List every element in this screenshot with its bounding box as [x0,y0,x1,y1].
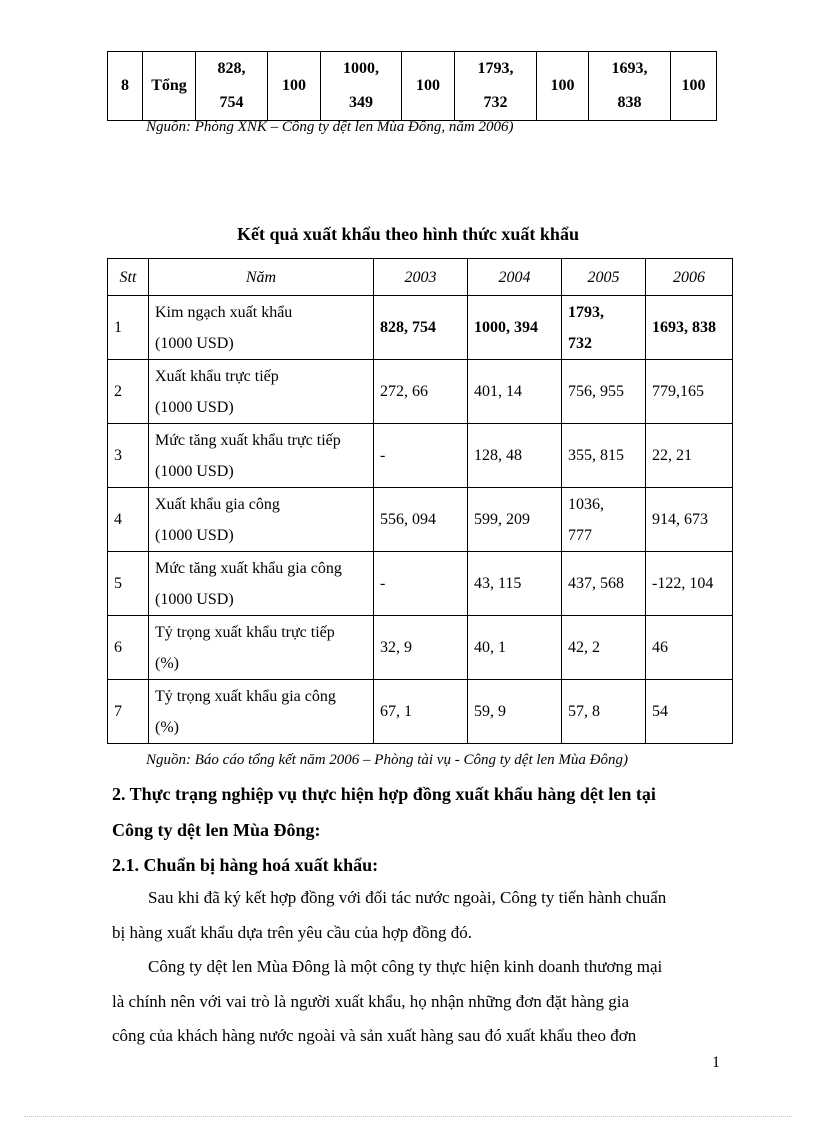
paragraph-line: Công ty dệt len Mùa Đông là một công ty thực hiện kinh doanh thương mại [148,957,663,976]
header-stt: Stt [108,259,149,296]
table-cell-stt: 8 [108,52,143,121]
cell-2004: 401, 14 [468,360,562,424]
cell-2004: 59, 9 [468,680,562,744]
table-cell: 1000, 349 [321,52,402,121]
cell-2006: 914, 673 [646,488,733,552]
cell-2005: 355, 815 [562,424,646,488]
table-cell: 100 [671,52,717,121]
paragraph-line: Sau khi đã ký kết hợp đồng với đối tác nước ngoài, Công ty tiến hành chuẩn [148,888,667,907]
source-note: Nguồn: Báo cáo tổng kết năm 2006 – Phòng tài vụ - Công ty dệt len Mùa Đông) [146,752,629,768]
page-footer-divider [24,1116,792,1117]
header-2005: 2005 [562,259,646,296]
table-cell: 100 [537,52,589,121]
cell-2005: 42, 2 [562,616,646,680]
cell-stt: 1 [108,296,149,360]
cell-2006: 22, 21 [646,424,733,488]
cell-stt: 3 [108,424,149,488]
cell-2006: 54 [646,680,733,744]
table-row [108,680,733,744]
table-cell: 1693, 838 [589,52,671,121]
total-table [107,51,717,121]
cell-stt: 2 [108,360,149,424]
cell-name: Tỷ trọng xuất khẩu gia công (%) [149,680,374,744]
header-2006: 2006 [646,259,733,296]
cell-2006: 779,165 [646,360,733,424]
cell-2005: 1036, 777 [562,488,646,552]
subsection-heading: 2.1. Chuẩn bị hàng hoá xuất khẩu: [112,855,379,875]
page-number: 1 [712,1054,720,1071]
cell-name: Kim ngạch xuất khẩu (1000 USD) [149,296,374,360]
cell-2006: 1693, 838 [646,296,733,360]
cell-2005: 57, 8 [562,680,646,744]
cell-stt: 5 [108,552,149,616]
table-row [108,360,733,424]
paragraph-line: bị hàng xuất khẩu dựa trên yêu cầu của hợp đồng đó. [112,923,472,942]
cell-2003: 556, 094 [374,488,468,552]
table-row [108,296,733,360]
cell-2004: 599, 209 [468,488,562,552]
section-heading: Công ty dệt len Mùa Đông: [112,820,321,840]
paragraph-line: là chính nên với vai trò là người xuất khẩu, họ nhận những đơn đặt hàng gia [112,992,630,1011]
section-heading: 2. Thực trạng nghiệp vụ thực hiện hợp đồng xuất khẩu hàng dệt len tại [112,784,656,804]
cell-name: Mức tăng xuất khẩu gia công (1000 USD) [149,552,374,616]
cell-stt: 6 [108,616,149,680]
table-cell: 100 [402,52,455,121]
cell-2005: 437, 568 [562,552,646,616]
export-results-table [107,258,733,744]
paragraph-line: công của khách hàng nước ngoài và sản xuất hàng sau đó xuất khẩu theo đơn [112,1026,637,1045]
table-row [108,488,733,552]
cell-2003: - [374,424,468,488]
cell-2003: 828, 754 [374,296,468,360]
source-note: Nguồn: Phòng XNK – Công ty dệt len Mùa Đông, năm 2006) [146,119,514,135]
cell-name: Tỷ trọng xuất khẩu trực tiếp (%) [149,616,374,680]
cell-2005: 1793, 732 [562,296,646,360]
header-2003: 2003 [374,259,468,296]
cell-2003: 32, 9 [374,616,468,680]
cell-2005: 756, 955 [562,360,646,424]
cell-2006: -122, 104 [646,552,733,616]
table-cell: 100 [268,52,321,121]
cell-stt: 4 [108,488,149,552]
cell-2003: 272, 66 [374,360,468,424]
cell-stt: 7 [108,680,149,744]
cell-2003: - [374,552,468,616]
header-year: Năm [149,259,374,296]
table-row [108,616,733,680]
cell-2006: 46 [646,616,733,680]
cell-name: Mức tăng xuất khẩu trực tiếp (1000 USD) [149,424,374,488]
header-2004: 2004 [468,259,562,296]
cell-2004: 40, 1 [468,616,562,680]
table-cell: 828, 754 [196,52,268,121]
cell-name: Xuất khẩu trực tiếp (1000 USD) [149,360,374,424]
table-cell-name: Tổng [143,52,196,121]
cell-2003: 67, 1 [374,680,468,744]
table-cell: 1793, 732 [455,52,537,121]
cell-2004: 1000, 394 [468,296,562,360]
table-row [108,424,733,488]
table-header-row [108,259,733,296]
cell-2004: 128, 48 [468,424,562,488]
table-row [108,552,733,616]
cell-name: Xuất khẩu gia công (1000 USD) [149,488,374,552]
table-title: Kết quả xuất khẩu theo hình thức xuất khẩu [237,224,579,244]
table-row [108,52,717,121]
cell-2004: 43, 115 [468,552,562,616]
